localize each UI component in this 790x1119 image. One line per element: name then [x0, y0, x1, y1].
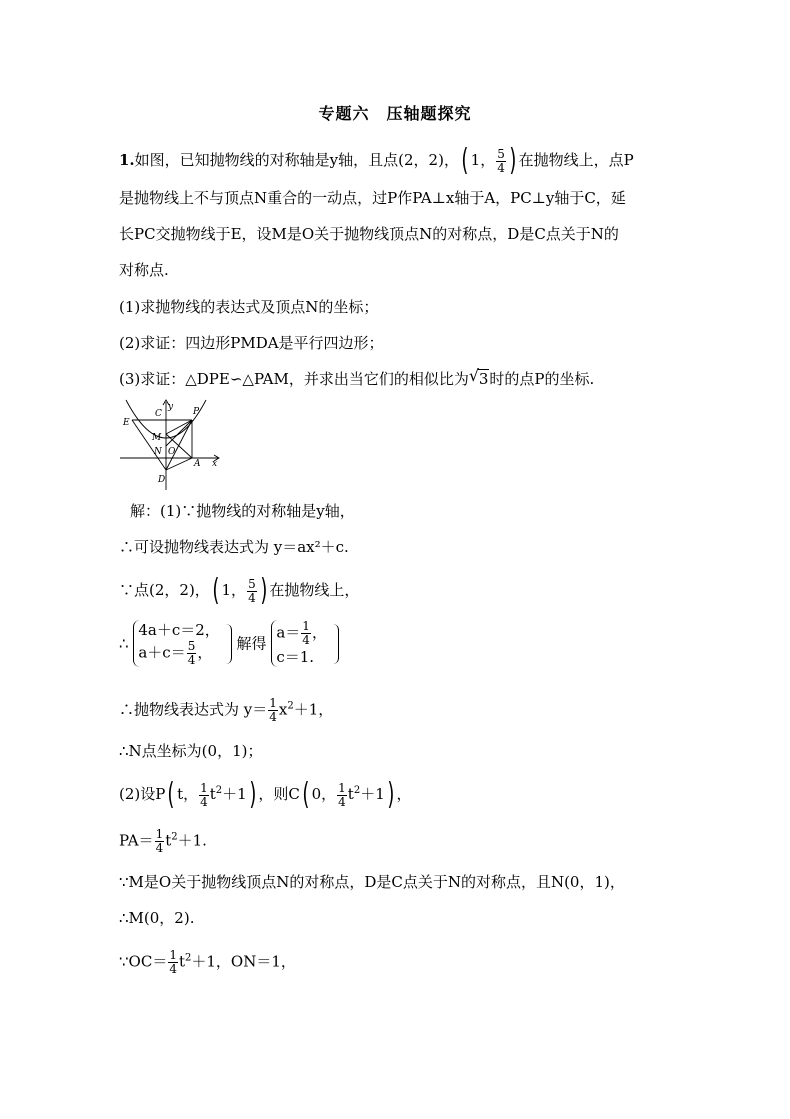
result-1	[276, 620, 327, 647]
equation-2-end: ，	[197, 643, 213, 662]
right-paren: )	[260, 573, 268, 608]
therefore-symbol: ∴	[119, 634, 129, 653]
brace-close	[333, 624, 339, 664]
question-3-text-end: 时的点P的坐标.	[489, 370, 595, 388]
fraction: $\frac{1}{4}$	[269, 696, 277, 724]
label-N: N	[154, 447, 162, 457]
problem-text: 在抛物线上，点P	[518, 151, 634, 169]
label-M: M	[152, 433, 162, 443]
solution-line-6: ∴N点坐标为(0，1)；	[119, 742, 263, 760]
question-3	[119, 368, 594, 390]
solution-line-5	[119, 697, 333, 724]
brace-close	[226, 624, 232, 664]
question-3-text: (3)求证：△DPE∽△PAM，并求出当它们的相似比为	[119, 370, 469, 388]
left-paren: (	[212, 573, 220, 608]
equation-system-line	[119, 620, 339, 667]
solution-text: ∵点(2，2)，	[119, 581, 210, 599]
point-x: 1，	[221, 581, 247, 599]
fraction: $\frac{1}{4}$	[155, 827, 164, 855]
solution-text: 在抛物线上，	[269, 581, 360, 599]
problem-line-3: 长PC交抛物线于E，设M是O关于抛物线顶点N的对称点，D是C点关于N的	[119, 225, 619, 243]
fraction: $\frac{5}{4}$	[497, 146, 505, 175]
fraction: $\frac{1}{4}$	[169, 948, 177, 976]
problem-line-2: 是抛物线上不与顶点N重合的一动点，过P作PA⊥x轴于A，PC⊥y轴于C，延	[119, 189, 626, 207]
solution-text: PA＝	[119, 831, 154, 850]
solution-line-11	[119, 949, 296, 976]
equation-2-lhs: a＋c＝	[138, 643, 186, 662]
solution-line-9: ∵M是O关于抛物线顶点N的对称点，D是C点关于N的对称点，且N(0，1)，	[119, 873, 625, 891]
segment-ED	[132, 420, 166, 470]
segment-PN	[166, 420, 192, 446]
problem-text: 如图，已知抛物线的对称轴是y轴，且点(2，2)，	[134, 151, 459, 169]
result-1-end: ，	[311, 623, 327, 642]
right-paren: )	[509, 143, 517, 178]
problem-number: 1.	[119, 151, 135, 169]
solution-text: ＋1.	[177, 831, 207, 850]
variable-t: t	[209, 785, 216, 803]
label-O: O	[168, 447, 176, 457]
result-1-lhs: a＝	[276, 623, 301, 642]
problem-line-4: 对称点.	[119, 261, 169, 279]
variable-t: t，	[177, 785, 199, 803]
solution-text: ，则C	[258, 785, 300, 803]
solution-text: ∵OC＝	[119, 952, 168, 971]
point-x: 1，	[470, 151, 496, 169]
solution-text: ∴抛物线表达式为 y＝	[119, 700, 268, 719]
page-title: 专题六 压轴题探究	[318, 104, 472, 123]
exponent: 2	[287, 700, 294, 712]
equation-1: 4a＋c＝2，	[138, 621, 220, 639]
result-2: c＝1.	[276, 648, 315, 666]
variable-t: t	[165, 831, 172, 850]
solution-text: (2)设P	[119, 785, 166, 803]
exponent: 2	[171, 831, 178, 843]
label-P: P	[193, 407, 200, 417]
right-paren: )	[387, 777, 395, 812]
solution-line-7	[119, 777, 412, 812]
label-E: E	[123, 418, 130, 428]
equation-system	[133, 620, 219, 667]
solution-text: ＋1，	[293, 700, 334, 719]
solution-line-3	[119, 573, 360, 608]
variable-t: t	[178, 952, 185, 971]
fraction: $\frac{1}{4}$	[200, 780, 208, 809]
solution-text: ＋1，ON＝1，	[191, 952, 296, 971]
variable-x: x	[278, 700, 288, 719]
solution-text: ＋1	[222, 785, 247, 803]
fraction: $\frac{5}{4}$	[187, 639, 196, 667]
zero: 0，	[311, 785, 337, 803]
solution-line-10: ∴M(0，2).	[119, 909, 195, 927]
label-A: A	[194, 459, 201, 469]
fraction: $\frac{1}{4}$	[338, 780, 346, 809]
segment-DA	[166, 458, 192, 470]
question-1: (1)求抛物线的表达式及顶点N的坐标；	[119, 298, 379, 316]
problem-line-1	[119, 143, 634, 178]
exponent: 2	[353, 785, 361, 796]
left-paren: (	[461, 143, 469, 178]
label-C: C	[155, 409, 162, 419]
parabola-figure	[118, 396, 228, 491]
solution-system	[271, 620, 327, 667]
question-2: (2)求证：四边形PMDA是平行四边形；	[119, 334, 384, 352]
solution-text: ＋1	[360, 785, 385, 803]
variable-t: t	[347, 785, 354, 803]
exponent: 2	[215, 785, 223, 796]
solution-line-8	[119, 828, 207, 855]
sqrt-3: √ 3	[468, 366, 489, 388]
left-paren: (	[167, 777, 175, 812]
equation-2	[138, 640, 219, 667]
label-y: y	[168, 402, 174, 412]
right-paren: )	[249, 777, 257, 812]
solution-text: ，	[396, 785, 412, 803]
label-x: x	[212, 459, 218, 469]
solution-line-1: 解：(1)∵抛物线的对称轴是y轴，	[130, 502, 355, 520]
label-D: D	[158, 475, 166, 485]
fraction: $\frac{5}{4}$	[248, 576, 256, 605]
left-paren: (	[302, 777, 310, 812]
solve-text: 解得	[236, 634, 267, 653]
fraction: $\frac{1}{4}$	[302, 619, 310, 647]
exponent: 2	[185, 952, 192, 964]
solution-line-2: ∴可设抛物线表达式为 y＝ax²＋c.	[119, 538, 349, 556]
